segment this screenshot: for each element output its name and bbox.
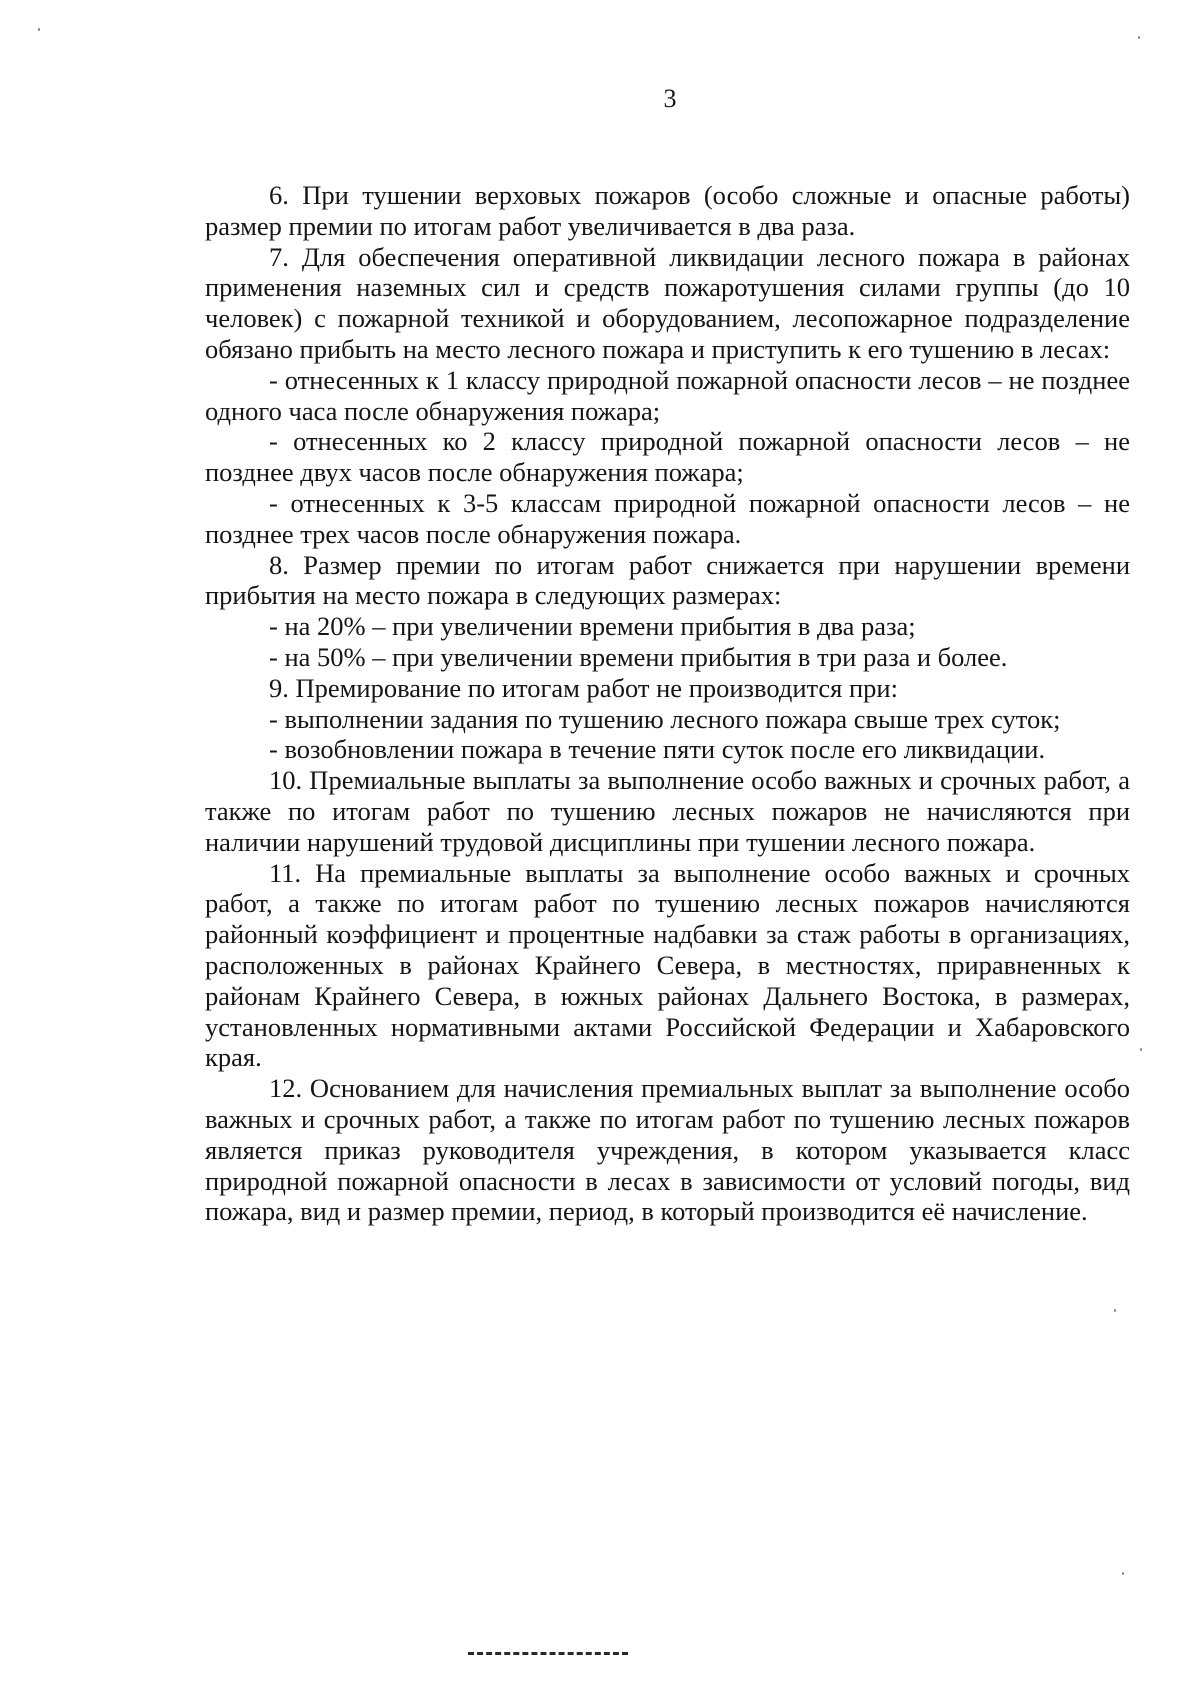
list-item-class-2: - отнесенных ко 2 классу природной пожарной опасности лесов – не позднее двух часов после обнаружения пожара; <box>205 426 1130 488</box>
paragraph-9: 9. Премирование по итогам работ не производится при: <box>269 672 898 703</box>
paragraph-6: 6. При тушении верховых пожаров (особо сложные и опасные работы) размер премии по итогам работ увеличивается в два раза. <box>205 180 1130 241</box>
paragraph-11: 11. На премиальные выплаты за выполнение особо важных и срочных работ, а также по итогам работ по тушению лесных пожаров начисляются районный коэффициент и процентные надбавки за стаж работы в организациях, расположенных в районах Крайнего Севера, в местностях, приравненных к районам Крайнего Севера, в южных районах Дальнего Востока, в размерах, установленных нормативными актами Российской Федерации и Хабаровского края. <box>205 857 1130 1073</box>
scan-speck <box>1114 1309 1116 1312</box>
footer-dash-line <box>468 1652 628 1659</box>
paragraph-12: 12. Основанием для начисления премиальных выплат за выполнение особо важных и срочных работ, а также по итогам работ по тушению лесных пожаров является приказ руководителя учреждения, в котором указывается класс природной пожарной опасности в лесах в зависимости от условий погоды, вид пожара, вид и размер премии, период, в который производится её начисление. <box>205 1073 1130 1227</box>
page-number: 3 <box>663 84 677 113</box>
scan-speck <box>1140 1048 1142 1051</box>
scan-speck <box>38 28 40 31</box>
list-item-class-1: - отнесенных к 1 классу природной пожарной опасности лесов – не позднее одного часа после обнаружения пожара; <box>205 364 1130 426</box>
list-item-50-percent: - на 50% – при увеличении времени прибытия в три раза и более. <box>269 641 1008 672</box>
paragraph-7: 7. Для обеспечения оперативной ликвидации лесного пожара в районах применения наземных сил и средств пожаротушения силами группы (до 10 человек) с пожарной техникой и оборудованием, лесопожарное подразделение обязано прибыть на место лесного пожара и приступить к его тушению в лесах: <box>205 241 1130 364</box>
paragraph-10: 10. Премиальные выплаты за выполнение особо важных и срочных работ, а также по итогам работ по тушению лесных пожаров не начисляются при наличии нарушений трудовой дисциплины при тушении лесного пожара. <box>205 765 1130 857</box>
scan-speck <box>1138 36 1140 39</box>
list-item-five-days: - возобновлении пожара в течение пяти суток после его ликвидации. <box>269 734 1046 765</box>
document-body <box>205 180 1130 1227</box>
paragraph-8: 8. Размер премии по итогам работ снижается при нарушении времени прибытия на место пожара в следующих размерах: <box>205 549 1130 611</box>
list-item-20-percent: - на 20% – при увеличении времени прибытия в два раза; <box>269 611 916 642</box>
list-item-three-days: - выполнении задания по тушению лесного пожара свыше трех суток; <box>269 703 1061 734</box>
list-item-class-3-5: - отнесенных к 3-5 классам природной пожарной опасности лесов – не позднее трех часов после обнаружения пожара. <box>205 487 1130 549</box>
scan-speck <box>1122 1572 1124 1575</box>
